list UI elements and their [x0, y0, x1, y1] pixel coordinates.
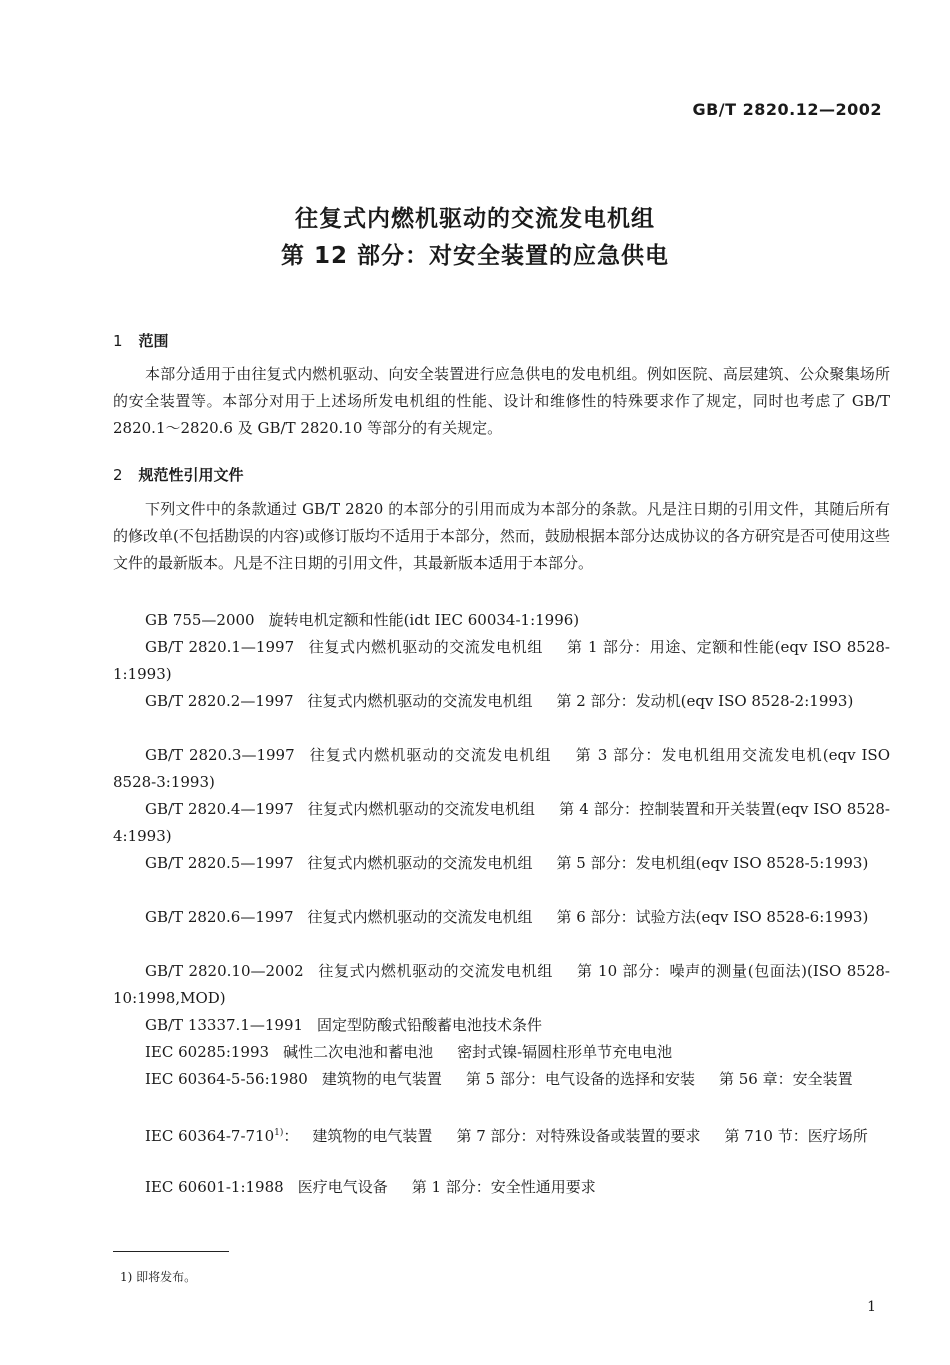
section-2-paragraph: 下列文件中的条款通过 GB/T 2820 的本部分的引用而成为本部分的条款。凡是注日期的引用文件，其随后所有的修改单(不包括勘误的内容)或修订版均不适用于本部分，然而，鼓励根据本部分达成协议的各方研究是否可使用这些文件的最新版本。凡是不注日期的引用文件，其最新版本适用于本部分。 — [113, 500, 890, 572]
reference-item: GB/T 13337.1—1991 固定型防酸式铅酸蓄电池技术条件 — [145, 1016, 543, 1034]
standard-code: GB/T 2820.12—2002 — [692, 100, 882, 119]
footnote-divider — [113, 1251, 229, 1252]
reference-item: IEC 60364-7-710$^{1)}$： 建筑物的电气装置 第 7 部分：对特殊设备或装置的要求 第 710 节：医疗场所 — [145, 1127, 868, 1145]
title-line-1: 往复式内燃机驱动的交流发电机组 — [295, 206, 655, 232]
reference-item: GB/T 2820.4—1997 往复式内燃机驱动的交流发电机组 第 4 部分：控制装置和开关装置(eqv ISO 8528-4:1993) — [113, 800, 890, 845]
reference-item: GB 755—2000 旋转电机定额和性能(idt IEC 60034-1:1996) — [145, 611, 580, 629]
reference-item: GB/T 2820.6—1997 往复式内燃机驱动的交流发电机组 第 6 部分：试验方法(eqv ISO 8528-6:1993) — [145, 908, 869, 926]
reference-item: IEC 60601-1:1988 医疗电气设备 第 1 部分：安全性通用要求 — [145, 1178, 596, 1196]
reference-item: IEC 60364-5-56:1980 建筑物的电气装置 第 5 部分：电气设备的选择和安装 第 56 章：安全装置 — [145, 1070, 853, 1088]
section-number: 2 — [113, 466, 123, 484]
page-number: 1 — [867, 1299, 876, 1315]
section-title: 规范性引用文件 — [138, 466, 244, 484]
reference-item: GB/T 2820.3—1997 往复式内燃机驱动的交流发电机组 第 3 部分：发电机组用交流发电机(eqv ISO 8528-3:1993) — [113, 746, 890, 791]
section-title: 范围 — [138, 332, 169, 350]
reference-item: GB/T 2820.5—1997 往复式内燃机驱动的交流发电机组 第 5 部分：发电机组(eqv ISO 8528-5:1993) — [145, 854, 869, 872]
section-1-heading — [113, 330, 169, 351]
title-line-2: 第 12 部分：对安全装置的应急供电 — [280, 243, 670, 269]
footnote: 1) 即将发布。 — [120, 1270, 197, 1284]
reference-item: IEC 60285:1993 碱性二次电池和蓄电池 密封式镍-镉圆柱形单节充电电池 — [145, 1043, 673, 1061]
section-1-paragraph: 本部分适用于由往复式内燃机驱动、向安全装置进行应急供电的发电机组。例如医院、高层建筑、公众聚集场所的安全装置等。本部分对用于上述场所发电机组的性能、设计和维修性的特殊要求作了规定，同时也考虑了 GB/T 2820.1～2820.6 及 GB/T 2820.10 等部分的有关规定。 — [113, 365, 890, 437]
reference-item: GB/T 2820.2—1997 往复式内燃机驱动的交流发电机组 第 2 部分：发动机(eqv ISO 8528-2:1993) — [145, 692, 854, 710]
reference-item: GB/T 2820.1—1997 往复式内燃机驱动的交流发电机组 第 1 部分：用途、定额和性能(eqv ISO 8528-1:1993) — [113, 638, 890, 683]
section-number: 1 — [113, 332, 123, 350]
reference-item: GB/T 2820.10—2002 往复式内燃机驱动的交流发电机组 第 10 部分：噪声的测量(包面法)(ISO 8528-10:1998,MOD) — [113, 962, 890, 1007]
section-2-heading — [113, 464, 244, 485]
footnote-marker: 1) — [274, 1128, 284, 1138]
